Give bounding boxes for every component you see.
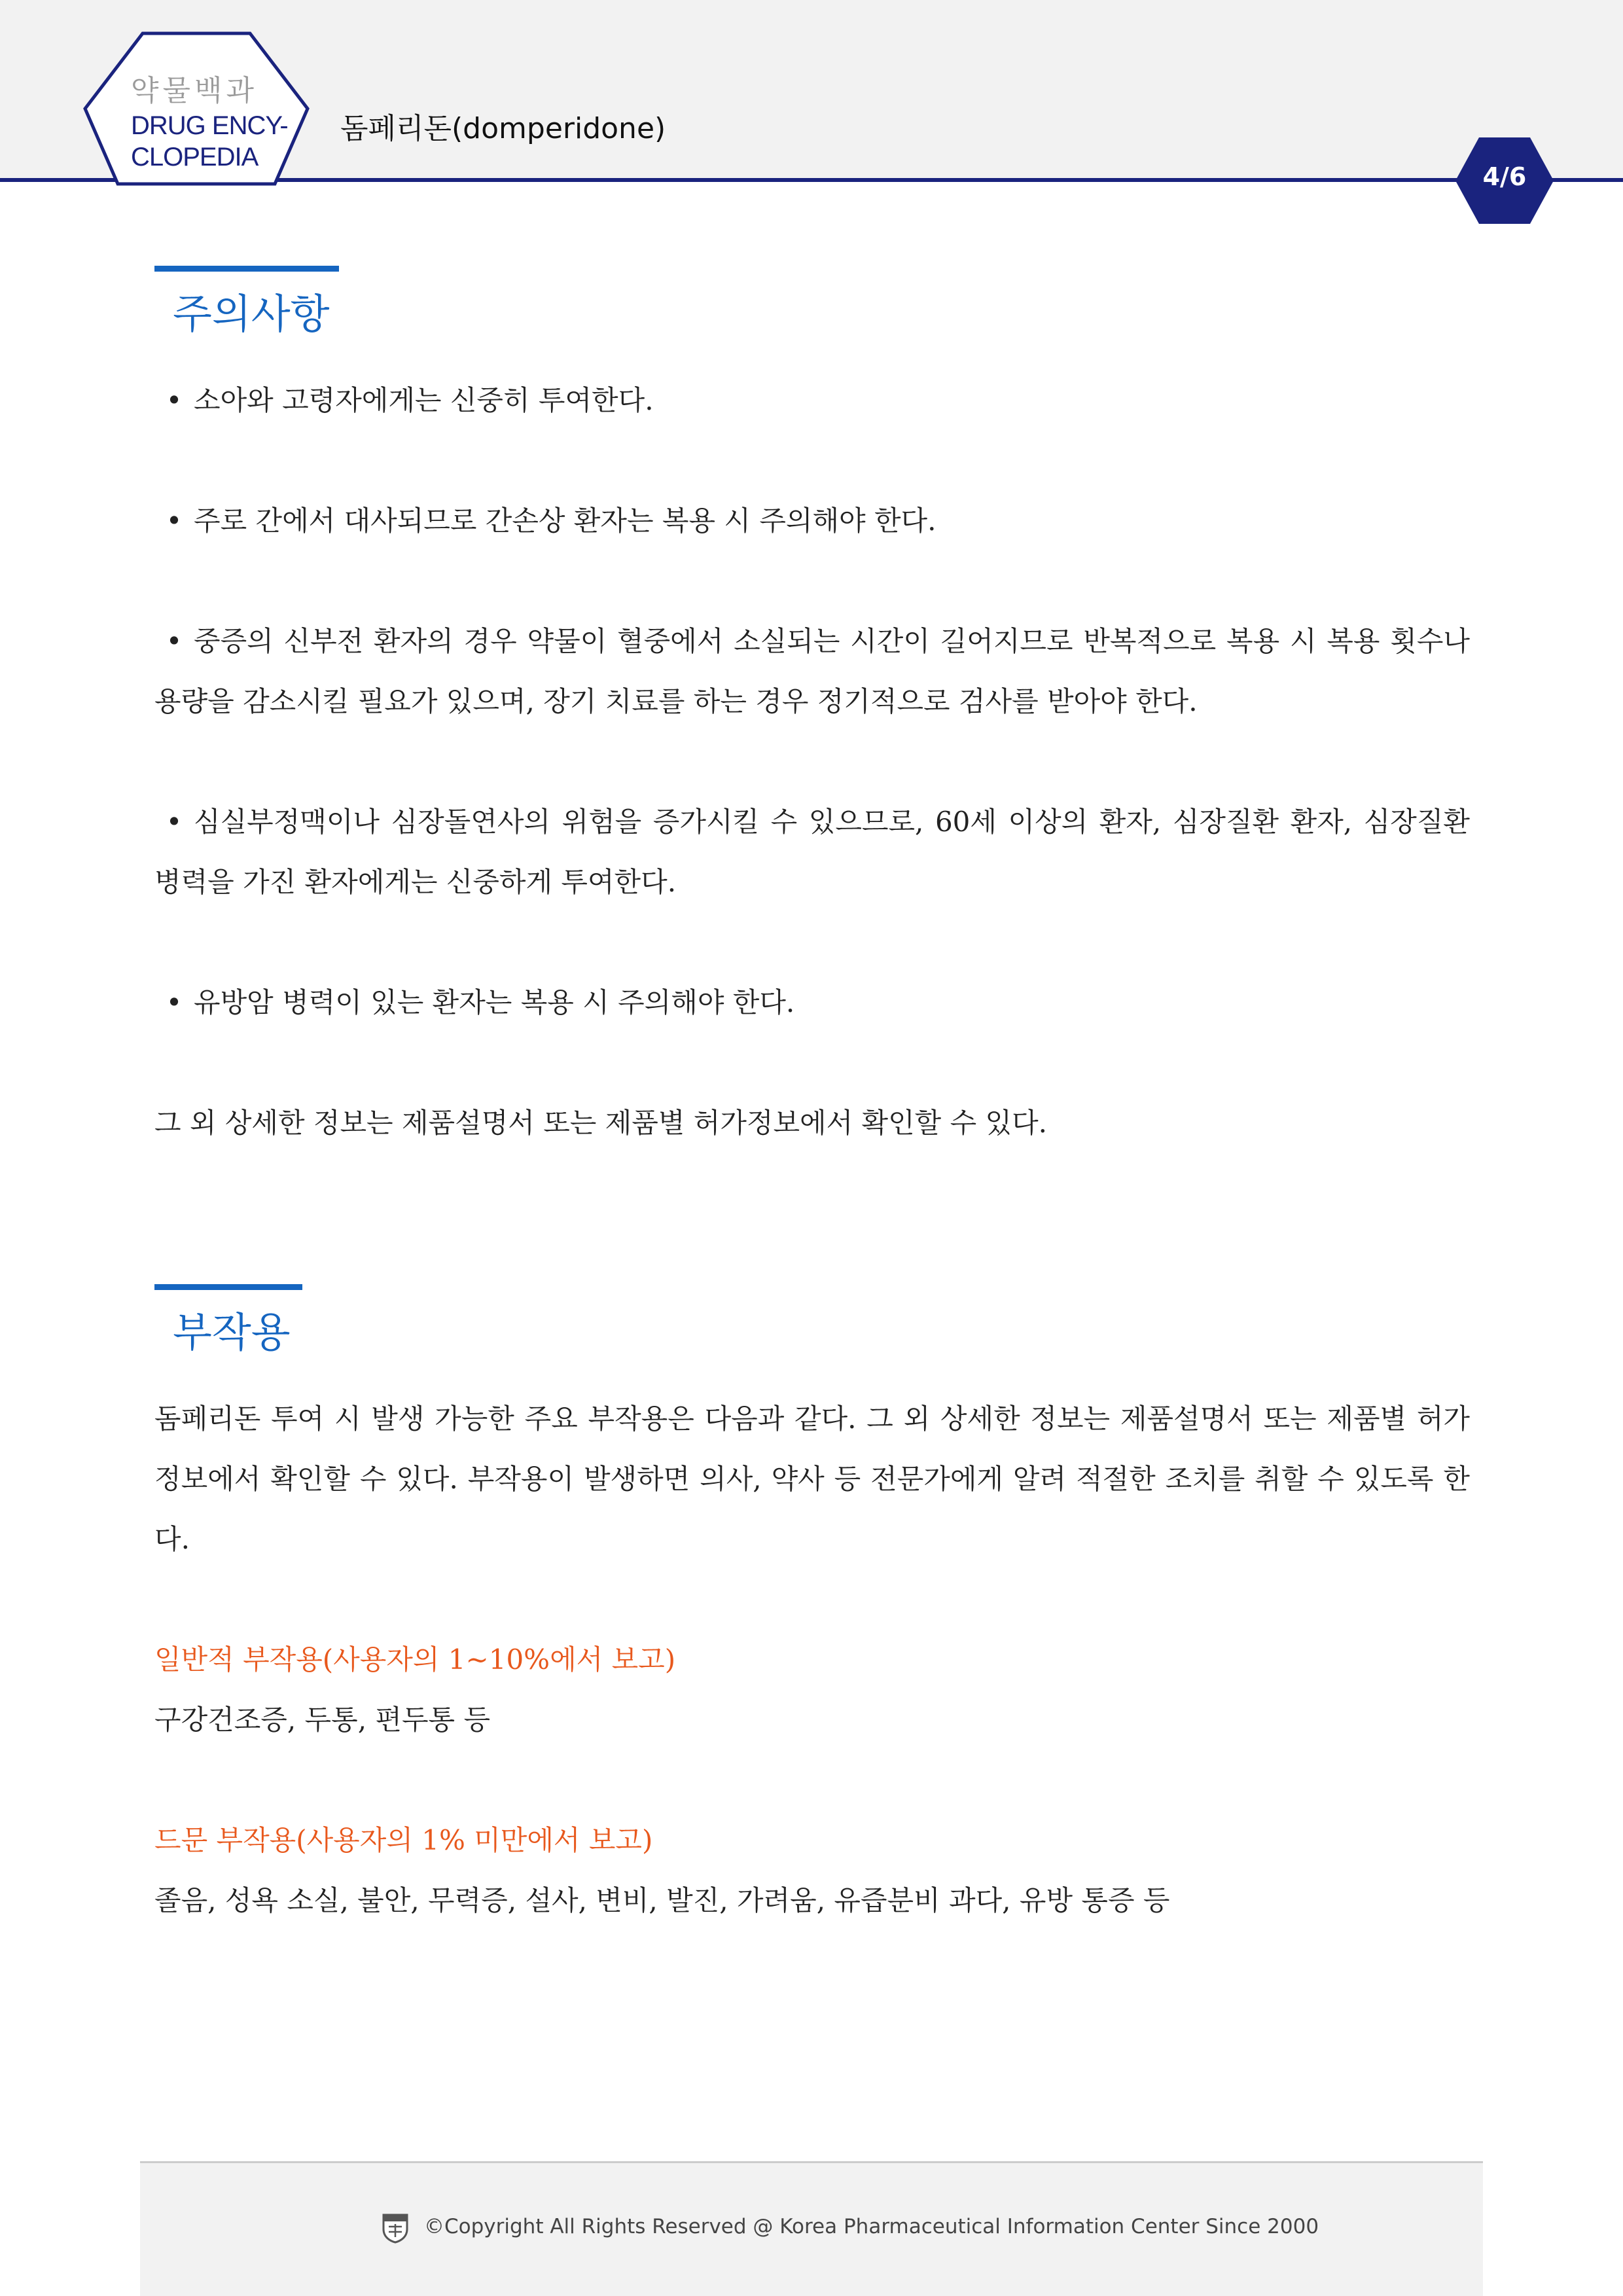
rare-side-effects-list: 졸음, 성욕 소실, 불안, 무력증, 설사, 변비, 발진, 가려움, 유즙분비 과다, 유방 통증 등 [154, 1884, 1170, 1916]
precaution-item-1 [154, 370, 1470, 431]
bullet-icon: • [166, 384, 183, 416]
precaution-text: 중증의 신부전 환자의 경우 약물이 혈중에서 소실되는 시간이 길어지므로 반복적으로 복용 시 복용 횟수나 용량을 감소시킬 필요가 있으며, 장기 치료를 하는 경우 정기적으로 검사를 받아야 한다. [154, 625, 1470, 717]
logo-english-line1: DRUG ENCY- [131, 111, 288, 140]
shield-emblem-icon [381, 2212, 410, 2244]
section-title-precautions: 주의사항 [173, 290, 330, 338]
section-bar-precautions [154, 266, 339, 272]
common-side-effects-list: 구강건조증, 두통, 편두통 등 [154, 1704, 491, 1736]
footer-rule [140, 2161, 1483, 2163]
precaution-item-4 [154, 792, 1470, 912]
bullet-icon: • [166, 625, 183, 657]
footer-copyright: ©Copyright All Rights Reserved @ Korea Pharmaceutical Information Center Since 2000 [424, 2215, 1319, 2238]
bullet-icon: • [166, 505, 183, 537]
section-bar-side-effects [154, 1284, 302, 1290]
precaution-text: 소아와 고령자에게는 신중히 투여한다. [194, 384, 654, 416]
bullet-icon: • [166, 806, 183, 838]
document-title: 돔페리돈(domperidone) [340, 112, 666, 145]
section-title-side-effects: 부작용 [173, 1308, 291, 1356]
bullet-icon: • [166, 986, 183, 1018]
precaution-item-5 [154, 973, 1470, 1033]
logo-korean: 약물백과 [131, 74, 259, 107]
precaution-text: 유방암 병력이 있는 환자는 복용 시 주의해야 한다. [194, 986, 795, 1018]
common-side-effects-label: 일반적 부작용(사용자의 1~10%에서 보고) [154, 1643, 676, 1676]
logo-english [131, 110, 288, 173]
logo-english-line2: CLOPEDIA [131, 143, 259, 171]
precaution-item-2 [154, 491, 1470, 551]
precaution-text: 심실부정맥이나 심장돌연사의 위험을 증가시킬 수 있으므로, 60세 이상의 환자, 심장질환 환자, 심장질환 병력을 가진 환자에게는 신중하게 투여한다. [154, 806, 1470, 898]
side-effects-intro: 돔페리돈 투여 시 발생 가능한 주요 부작용은 다음과 같다. 그 외 상세한 정보는 제품설명서 또는 제품별 허가정보에서 확인할 수 있다. 부작용이 발생하면 의사, 약사 등 전문가에게 알려 적절한 조치를 취할 수 있도록 한다. [154, 1403, 1470, 1555]
page-number: 4/6 [1482, 162, 1527, 191]
rare-side-effects-label: 드문 부작용(사용자의 1% 미만에서 보고) [154, 1824, 653, 1856]
precaution-text: 주로 간에서 대사되므로 간손상 환자는 복용 시 주의해야 한다. [194, 505, 936, 537]
precaution-item-3 [154, 611, 1470, 732]
precaution-note: 그 외 상세한 정보는 제품설명서 또는 제품별 허가정보에서 확인할 수 있다. [154, 1107, 1048, 1139]
